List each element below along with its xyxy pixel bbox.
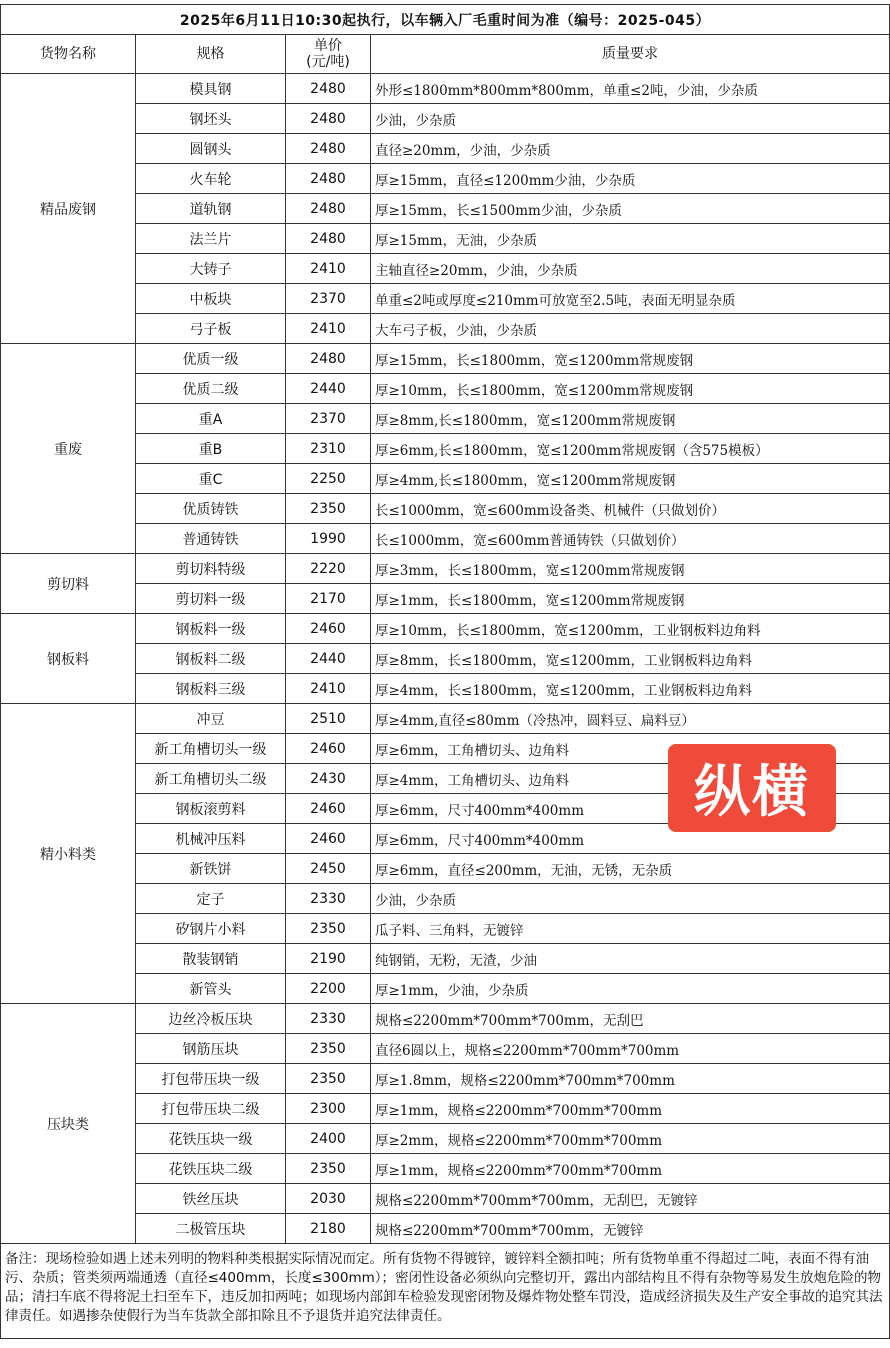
table-title: 2025年6月11日10:30起执行，以车辆入厂毛重时间为准（编号：2025-045） (1, 5, 890, 35)
spec-cell: 重B (136, 434, 286, 464)
price-cell: 2480 (286, 224, 371, 254)
spec-cell: 矽钢片小料 (136, 914, 286, 944)
price-cell: 2480 (286, 194, 371, 224)
requirement-cell: 厚≥8mm，长≤1800mm，宽≤1200mm，工业钢板料边角料 (371, 644, 890, 674)
requirement-cell: 厚≥10mm，长≤1800mm，宽≤1200mm，工业钢板料边角料 (371, 614, 890, 644)
price-cell: 2400 (286, 1124, 371, 1154)
requirement-cell: 厚≥1mm，长≤1800mm，宽≤1200mm常规废钢 (371, 584, 890, 614)
table-row (1, 614, 890, 644)
header-requirement: 质量要求 (371, 35, 890, 74)
requirement-cell: 厚≥6mm,长≤1800mm，宽≤1200mm常规废钢（含575模板） (371, 434, 890, 464)
requirement-cell: 厚≥4mm，长≤1800mm，宽≤1200mm，工业钢板料边角料 (371, 674, 890, 704)
spec-cell: 新工角槽切头一级 (136, 734, 286, 764)
price-cell: 2460 (286, 824, 371, 854)
requirement-cell: 纯钢销，无粉，无渣，少油 (371, 944, 890, 974)
price-cell: 2410 (286, 314, 371, 344)
price-cell: 2190 (286, 944, 371, 974)
price-cell: 2460 (286, 734, 371, 764)
requirement-cell: 大车弓子板，少油，少杂质 (371, 314, 890, 344)
requirement-cell: 规格≤2200mm*700mm*700mm，无镀锌 (371, 1214, 890, 1244)
category-cell: 重废 (1, 344, 136, 554)
price-cell: 2350 (286, 1034, 371, 1064)
requirement-cell: 厚≥4mm，工角槽切头、边角料 (371, 764, 890, 794)
spec-cell: 冲豆 (136, 704, 286, 734)
price-cell: 2180 (286, 1214, 371, 1244)
price-cell: 2350 (286, 1154, 371, 1184)
price-cell: 2480 (286, 164, 371, 194)
category-cell: 精小料类 (1, 704, 136, 1004)
spec-cell: 中板块 (136, 284, 286, 314)
price-cell: 2370 (286, 284, 371, 314)
price-cell: 2170 (286, 584, 371, 614)
spec-cell: 圆钢头 (136, 134, 286, 164)
spec-cell: 弓子板 (136, 314, 286, 344)
requirement-cell: 厚≥6mm，尺寸400mm*400mm (371, 824, 890, 854)
spec-cell: 模具钢 (136, 74, 286, 104)
table-row (1, 344, 890, 374)
price-cell: 2220 (286, 554, 371, 584)
spec-cell: 道轨钢 (136, 194, 286, 224)
price-cell: 2330 (286, 884, 371, 914)
requirement-cell: 规格≤2200mm*700mm*700mm，无刮巴 (371, 1004, 890, 1034)
price-cell: 1990 (286, 524, 371, 554)
header-price (286, 35, 371, 74)
requirement-cell: 厚≥6mm，工角槽切头、边角料 (371, 734, 890, 764)
spec-cell: 钢板料三级 (136, 674, 286, 704)
spec-cell: 重C (136, 464, 286, 494)
price-cell: 2480 (286, 74, 371, 104)
price-cell: 2410 (286, 674, 371, 704)
price-cell: 2410 (286, 254, 371, 284)
price-cell: 2440 (286, 644, 371, 674)
requirement-cell: 厚≥4mm,长≤1800mm，宽≤1200mm常规废钢 (371, 464, 890, 494)
header-price-line1: 单价 (314, 38, 342, 54)
spec-cell: 散装钢销 (136, 944, 286, 974)
price-table (0, 4, 890, 1339)
spec-cell: 优质一级 (136, 344, 286, 374)
requirement-cell: 厚≥1.8mm，规格≤2200mm*700mm*700mm (371, 1064, 890, 1094)
requirement-cell: 厚≥1mm，规格≤2200mm*700mm*700mm (371, 1154, 890, 1184)
requirement-cell: 厚≥8mm,长≤1800mm，宽≤1200mm常规废钢 (371, 404, 890, 434)
spec-cell: 普通铸铁 (136, 524, 286, 554)
spec-cell: 钢筋压块 (136, 1034, 286, 1064)
spec-cell: 优质铸铁 (136, 494, 286, 524)
spec-cell: 钢板料一级 (136, 614, 286, 644)
requirement-cell: 长≤1000mm，宽≤600mm设备类、机械件（只做划价） (371, 494, 890, 524)
header-name: 货物名称 (1, 35, 136, 74)
price-cell: 2480 (286, 104, 371, 134)
requirement-cell: 直径≥20mm，少油，少杂质 (371, 134, 890, 164)
requirement-cell: 长≤1000mm，宽≤600mm普通铸铁（只做划价） (371, 524, 890, 554)
requirement-cell: 厚≥15mm，直径≤1200mm少油，少杂质 (371, 164, 890, 194)
spec-cell: 打包带压块一级 (136, 1064, 286, 1094)
spec-cell: 边丝冷板压块 (136, 1004, 286, 1034)
spec-cell: 打包带压块二级 (136, 1094, 286, 1124)
table-row (1, 74, 890, 104)
category-cell: 剪切料 (1, 554, 136, 614)
table-body (1, 74, 890, 1244)
price-cell: 2300 (286, 1094, 371, 1124)
requirement-cell: 主轴直径≥20mm，少油，少杂质 (371, 254, 890, 284)
price-cell: 2480 (286, 134, 371, 164)
price-cell: 2450 (286, 854, 371, 884)
price-cell: 2250 (286, 464, 371, 494)
spec-cell: 新管头 (136, 974, 286, 1004)
spec-cell: 优质二级 (136, 374, 286, 404)
price-cell: 2430 (286, 764, 371, 794)
price-cell: 2330 (286, 1004, 371, 1034)
spec-cell: 钢板滚剪料 (136, 794, 286, 824)
remarks-note: 备注：现场检验如遇上述未列明的物料种类根据实际情况而定。所有货物不得镀锌，镀锌料全额扣吨；所有货物单重不得超过二吨，表面不得有油污、杂质；管类须两端通透（直径≤400mm，长度≤300mm）；密闭性设备必须纵向完整切开，露出内部结构且不得有杂物等易发生放炮危险的物品；清扫车底不得将泥土扫至车下，违反加扣两吨；如现场内部卸车检验发现密闭物及爆炸物处整车罚没，造成经济损失及生产安全事故的追究其法律责任。如遇掺杂使假行为当车货款全部扣除且不予退货并追究法律责任。 (1, 1244, 890, 1339)
requirement-cell: 瓜子料、三角料，无镀锌 (371, 914, 890, 944)
header-price-line2: (元/吨) (306, 54, 350, 70)
watermark-stamp: 纵横 (668, 744, 836, 832)
requirement-cell: 厚≥15mm，长≤1500mm少油，少杂质 (371, 194, 890, 224)
spec-cell: 新铁饼 (136, 854, 286, 884)
price-cell: 2350 (286, 1064, 371, 1094)
requirement-cell: 厚≥1mm，少油，少杂质 (371, 974, 890, 1004)
requirement-cell: 规格≤2200mm*700mm*700mm，无刮巴，无镀锌 (371, 1184, 890, 1214)
price-cell: 2440 (286, 374, 371, 404)
requirement-cell: 厚≥1mm，规格≤2200mm*700mm*700mm (371, 1094, 890, 1124)
requirement-cell: 厚≥10mm，长≤1800mm，宽≤1200mm常规废钢 (371, 374, 890, 404)
spec-cell: 二极管压块 (136, 1214, 286, 1244)
requirement-cell: 厚≥6mm，直径≤200mm，无油，无锈，无杂质 (371, 854, 890, 884)
table-row (1, 554, 890, 584)
requirement-cell: 外形≤1800mm*800mm*800mm，单重≤2吨，少油，少杂质 (371, 74, 890, 104)
spec-cell: 重A (136, 404, 286, 434)
table-row (1, 704, 890, 734)
requirement-cell: 厚≥4mm,直径≤80mm（冷热冲，圆料豆、扁料豆） (371, 704, 890, 734)
spec-cell: 铁丝压块 (136, 1184, 286, 1214)
requirement-cell: 厚≥15mm，长≤1800mm，宽≤1200mm常规废钢 (371, 344, 890, 374)
price-cell: 2350 (286, 494, 371, 524)
requirement-cell: 厚≥2mm，规格≤2200mm*700mm*700mm (371, 1124, 890, 1154)
requirement-cell: 少油，少杂质 (371, 884, 890, 914)
spec-cell: 钢板料二级 (136, 644, 286, 674)
category-cell: 钢板料 (1, 614, 136, 704)
price-cell: 2510 (286, 704, 371, 734)
price-cell: 2480 (286, 344, 371, 374)
category-cell: 精品废钢 (1, 74, 136, 344)
spec-cell: 剪切料特级 (136, 554, 286, 584)
price-cell: 2030 (286, 1184, 371, 1214)
requirement-cell: 少油，少杂质 (371, 104, 890, 134)
spec-cell: 剪切料一级 (136, 584, 286, 614)
spec-cell: 机械冲压料 (136, 824, 286, 854)
spec-cell: 花铁压块二级 (136, 1154, 286, 1184)
price-cell: 2370 (286, 404, 371, 434)
price-cell: 2310 (286, 434, 371, 464)
spec-cell: 花铁压块一级 (136, 1124, 286, 1154)
spec-cell: 钢坯头 (136, 104, 286, 134)
requirement-cell: 厚≥6mm，尺寸400mm*400mm (371, 794, 890, 824)
requirement-cell: 直径6圆以上，规格≤2200mm*700mm*700mm (371, 1034, 890, 1064)
requirement-cell: 单重≤2吨或厚度≤210mm可放宽至2.5吨，表面无明显杂质 (371, 284, 890, 314)
header-spec: 规格 (136, 35, 286, 74)
spec-cell: 法兰片 (136, 224, 286, 254)
price-cell: 2350 (286, 914, 371, 944)
spec-cell: 大铸子 (136, 254, 286, 284)
price-cell: 2460 (286, 614, 371, 644)
price-sheet (0, 4, 889, 1339)
price-cell: 2200 (286, 974, 371, 1004)
spec-cell: 新工角槽切头二级 (136, 764, 286, 794)
spec-cell: 火车轮 (136, 164, 286, 194)
requirement-cell: 厚≥15mm，无油，少杂质 (371, 224, 890, 254)
price-cell: 2460 (286, 794, 371, 824)
category-cell: 压块类 (1, 1004, 136, 1244)
table-row (1, 1004, 890, 1034)
requirement-cell: 厚≥3mm，长≤1800mm，宽≤1200mm常规废钢 (371, 554, 890, 584)
spec-cell: 定子 (136, 884, 286, 914)
